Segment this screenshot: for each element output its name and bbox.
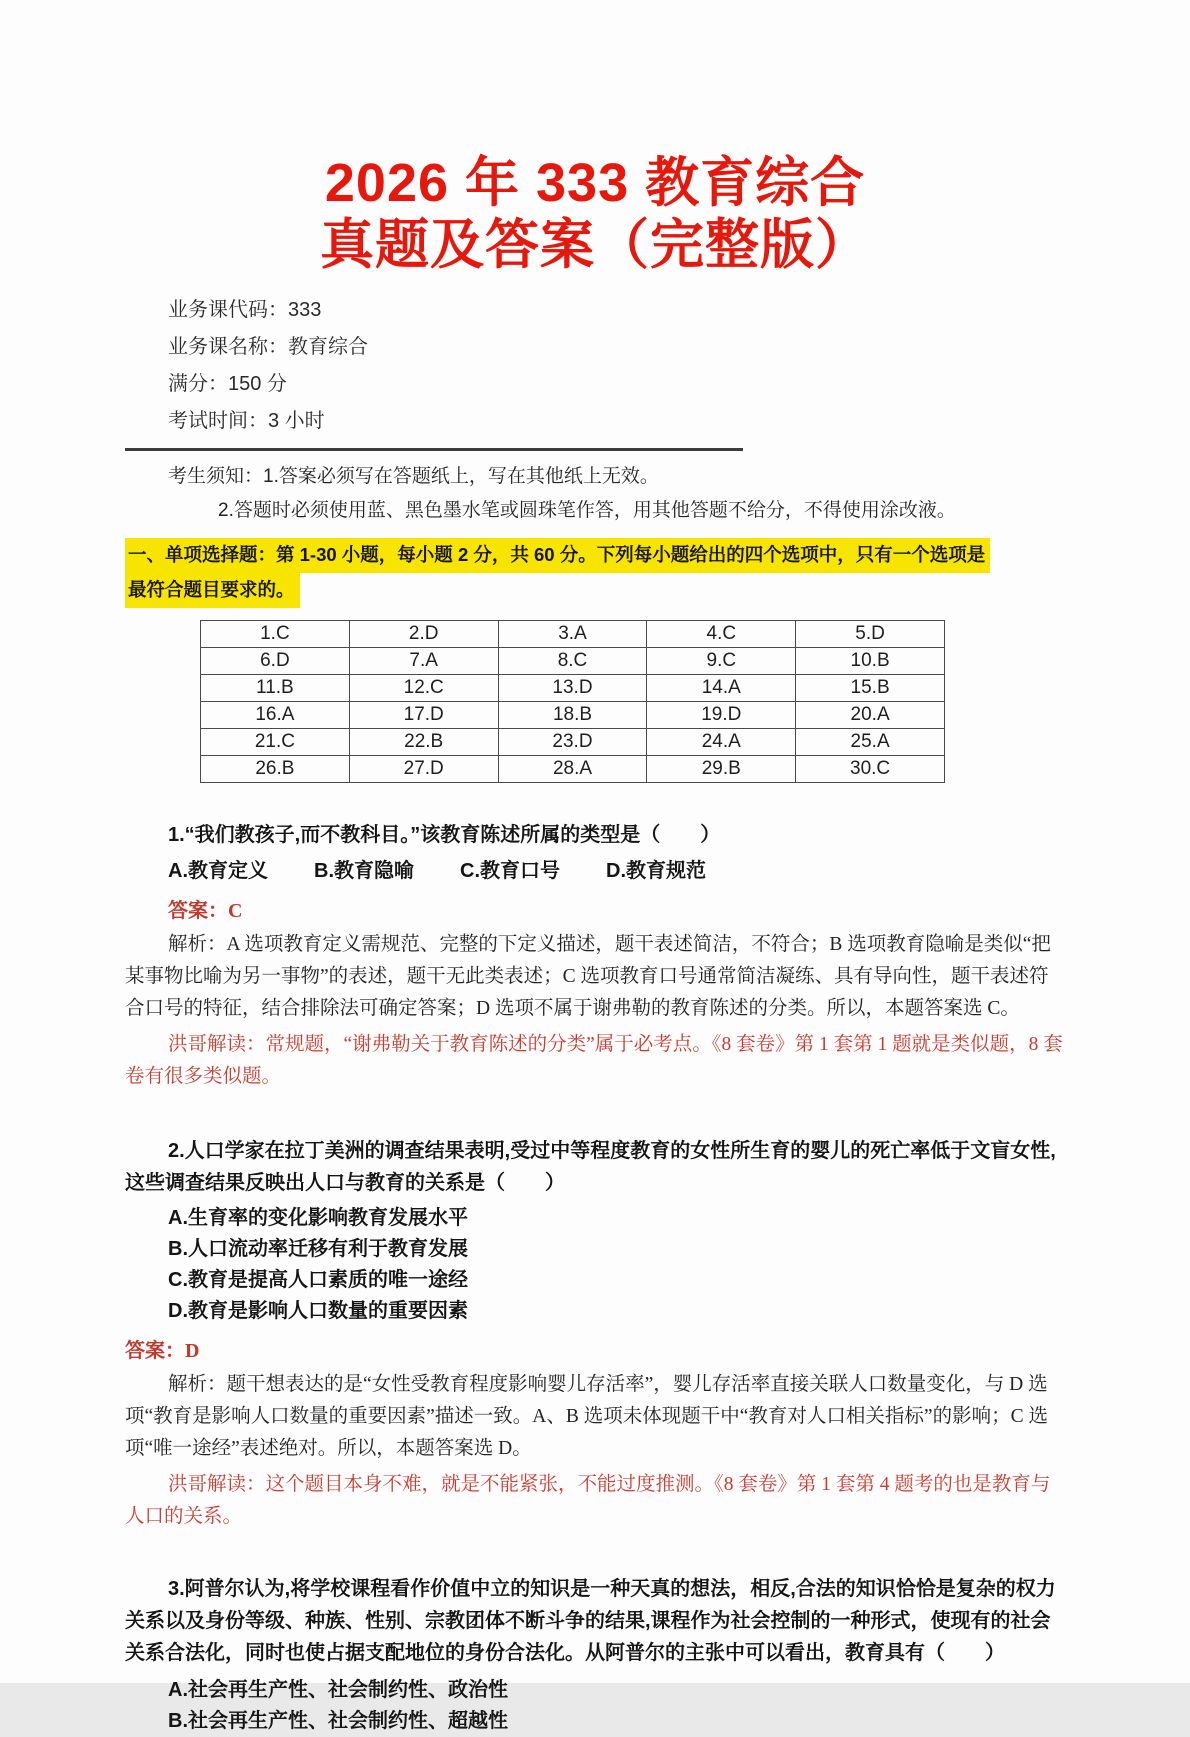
answer-cell: 15.B	[796, 675, 945, 702]
question-3-options	[125, 1675, 1065, 1737]
answer-key-row	[201, 648, 945, 675]
answer-cell: 26.B	[201, 756, 350, 783]
question-2-answer: 答案：D	[125, 1340, 200, 1362]
answer-cell: 17.D	[349, 702, 498, 729]
question-1-commentary: 洪哥解读：常规题，“谢弗勒关于教育陈述的分类”属于必考点。《8 套卷》第 1 套第 1 题就是类似题，8 套卷有很多类似题。	[125, 1034, 1063, 1087]
answer-cell: 11.B	[201, 675, 350, 702]
question-2-stem: 2.人口学家在拉丁美洲的调查结果表明,受过中等程度教育的女性所生育的婴儿的死亡率低于文盲女性,这些调查结果反映出人口与教育的关系是（ ）	[125, 1140, 1056, 1194]
option-item-c: C.教育是提高人口素质的唯一途经	[168, 1269, 468, 1291]
answer-cell: 18.B	[498, 702, 647, 729]
answer-cell: 29.B	[647, 756, 796, 783]
option-item-b: B.教育隐喻	[314, 860, 414, 882]
candidate-notice	[125, 460, 1065, 528]
answer-cell: 20.A	[796, 702, 945, 729]
answer-cell: 7.A	[349, 648, 498, 675]
question-2-commentary: 洪哥解读：这个题目本身不难，就是不能紧张，不能过度推测。《8 套卷》第 1 套第 4 题考的也是教育与人口的关系。	[125, 1474, 1051, 1527]
answer-cell: 23.D	[498, 729, 647, 756]
option-item-a: A.生育率的变化影响教育发展水平	[168, 1207, 468, 1229]
section-one-header	[125, 538, 1065, 608]
document-title	[125, 0, 1065, 276]
answer-cell: 2.D	[349, 621, 498, 648]
option-item-b: B.人口流动率迁移有利于教育发展	[168, 1238, 468, 1260]
answer-cell: 5.D	[796, 621, 945, 648]
answer-key-row	[201, 621, 945, 648]
answer-cell: 10.B	[796, 648, 945, 675]
answer-cell: 28.A	[498, 756, 647, 783]
option-item-c: C.教育口号	[460, 860, 560, 882]
notice-line-2: 2.答题时必须使用蓝、黑色墨水笔或圆珠笔作答，用其他答题不给分，不得使用涂改液。	[218, 500, 956, 521]
question-1-stem: 1.“我们教孩子,而不教科目。”该教育陈述所属的类型是（ ）	[168, 824, 721, 846]
answer-cell: 24.A	[647, 729, 796, 756]
section-header-highlight-line2: 最符合题目要求的。	[125, 573, 300, 608]
info-line-exam-duration: 考试时间：3 小时	[168, 410, 325, 432]
answer-key-row	[201, 675, 945, 702]
answer-key-table	[200, 620, 945, 783]
answer-cell: 6.D	[201, 648, 350, 675]
answer-key-row	[201, 702, 945, 729]
answer-cell: 12.C	[349, 675, 498, 702]
answer-cell: 14.A	[647, 675, 796, 702]
course-info-block	[168, 292, 1065, 440]
question-block-3	[125, 1573, 1065, 1737]
answer-cell: 9.C	[647, 648, 796, 675]
answer-cell: 8.C	[498, 648, 647, 675]
option-item-a: A.社会再生产性、社会制约性、政治性	[168, 1679, 508, 1701]
question-3-stem: 3.阿普尔认为,将学校课程看作价值中立的知识是一种天真的想法，相反,合法的知识恰恰是复杂的权力关系以及身份等级、种族、性别、宗教团体不断斗争的结果,课程作为社会控制的一种形式，使现有的社会关系合法化，同时也使占据支配地位的身份合法化。从阿普尔的主张中可以看出，教育具有（ ）	[125, 1578, 1056, 1664]
notice-line-1: 考生须知：1.答案必须写在答题纸上，写在其他纸上无效。	[168, 466, 659, 487]
question-2-analysis: 解析：题干想表达的是“女性受教育程度影响婴儿存活率”，婴儿存活率直接关联人口数量变化，与 D 选项“教育是影响人口数量的重要因素”描述一致。A、B 选项未体现题干中“教育对人口相关指标”的影响；C 选项“唯一途经”表述绝对。所以，本题答案选 D。	[125, 1374, 1048, 1459]
info-line-full-score: 满分：150 分	[168, 373, 287, 395]
answer-cell: 21.C	[201, 729, 350, 756]
info-line-course-name: 业务课名称：教育综合	[168, 336, 368, 358]
answer-cell: 19.D	[647, 702, 796, 729]
answer-key-row	[201, 756, 945, 783]
answer-cell: 4.C	[647, 621, 796, 648]
question-1-answer: 答案：C	[168, 900, 243, 922]
answer-cell: 3.A	[498, 621, 647, 648]
option-item-a: A.教育定义	[168, 860, 268, 882]
question-block-1	[125, 819, 1065, 1093]
section-header-highlight-line1: 一、单项选择题：第 1-30 小题，每小题 2 分，共 60 分。下列每小题给出的四个选项中，只有一个选项是	[125, 538, 990, 573]
answer-key-row	[201, 729, 945, 756]
question-2-options	[125, 1203, 1065, 1327]
question-block-2	[125, 1135, 1065, 1533]
option-item-b: B.社会再生产性、社会制约性、超越性	[168, 1710, 508, 1732]
answer-cell: 13.D	[498, 675, 647, 702]
document-title-line2: 真题及答案（完整版）	[320, 215, 870, 275]
info-line-course-code: 业务课代码：333	[168, 299, 322, 321]
answer-cell: 22.B	[349, 729, 498, 756]
answer-cell: 25.A	[796, 729, 945, 756]
answer-cell: 1.C	[201, 621, 350, 648]
question-1-options	[168, 856, 1065, 887]
answer-cell: 30.C	[796, 756, 945, 783]
option-item-d: D.教育是影响人口数量的重要因素	[168, 1300, 468, 1322]
question-1-analysis: 解析：A 选项教育定义需规范、完整的下定义描述，题干表述简洁，不符合；B 选项教育隐喻是类似“把某事物比喻为另一事物”的表述，题干无此类表述；C 选项教育口号通常简洁凝练、具有导向性，题干表述符合口号的特征，结合排除法可确定答案；D 选项不属于谢弗勒的教育陈述的分类。所以，本题答案选 C。	[125, 934, 1051, 1019]
document-title-line1: 2026 年 333 教育综合	[324, 153, 866, 213]
answer-cell: 27.D	[349, 756, 498, 783]
horizontal-divider	[125, 448, 743, 451]
option-item-d: D.教育规范	[606, 860, 706, 882]
answer-cell: 16.A	[201, 702, 350, 729]
